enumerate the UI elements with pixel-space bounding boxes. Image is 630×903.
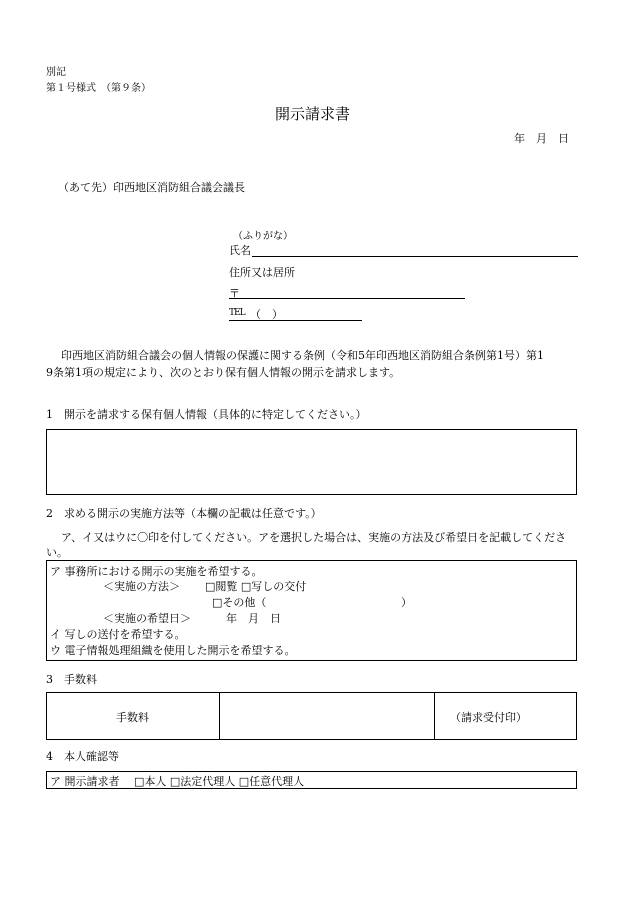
identity-box bbox=[46, 771, 577, 789]
form-number: 第１号様式 （第９条） bbox=[46, 83, 151, 94]
addressee: （あて先）印西地区消防組合議会議長 bbox=[58, 181, 245, 194]
method-label: ＜実施の方法＞ bbox=[103, 580, 180, 593]
section-2-note-2: い。 bbox=[46, 546, 68, 559]
method-other[interactable]: □その他（ bbox=[212, 596, 267, 609]
intro-line-2: 9条第1項の規定により、次のとおり保有個人情報の開示を請求します。 bbox=[46, 366, 401, 379]
tel-label: TEL bbox=[229, 308, 245, 318]
intro-line-1: 印西地区消防組合議会の個人情報の保護に関する条例（令和5年印西地区消防組合条例第1号）第1 bbox=[61, 349, 544, 362]
tel-field[interactable] bbox=[229, 320, 362, 321]
section-2-note-1: ア、イ又はウに〇印を付してください。アを選択した場合は、実施の方法及び希望日を記載してくださ bbox=[61, 531, 567, 544]
method-other-close: ） bbox=[401, 596, 412, 609]
annex-label: 別記 bbox=[46, 67, 66, 78]
option-i[interactable]: イ 写しの送付を希望する。 bbox=[50, 628, 186, 641]
option-a[interactable]: ア 事務所における開示の実施を希望する。 bbox=[50, 565, 263, 578]
date-line: 年 月 日 bbox=[514, 132, 569, 145]
address-label: 住所又は居所 bbox=[229, 266, 295, 279]
fee-amount-cell[interactable] bbox=[220, 693, 433, 739]
method-options[interactable]: □閲覧 □写しの交付 bbox=[205, 580, 307, 593]
identity-row-label: ア 開示請求者 bbox=[50, 775, 120, 788]
fee-label: 手数料 bbox=[116, 711, 149, 724]
section-2-heading: 2 求める開示の実施方法等（本欄の記載は任意です。） bbox=[46, 507, 322, 520]
name-label: 氏名 bbox=[229, 244, 251, 257]
requested-info-box[interactable] bbox=[46, 429, 577, 495]
option-u[interactable]: ウ 電子情報処理組織を使用した開示を希望する。 bbox=[50, 644, 296, 657]
desired-date[interactable]: 年 月 日 bbox=[226, 612, 281, 625]
section-1-heading: 1 開示を請求する保有個人情報（具体的に特定してください。） bbox=[46, 408, 367, 421]
postal-mark: 〒 bbox=[229, 287, 240, 300]
page-title: 開示請求書 bbox=[275, 105, 351, 123]
fee-divider-2 bbox=[434, 692, 435, 740]
name-field[interactable] bbox=[252, 256, 578, 257]
section-4-heading: 4 本人確認等 bbox=[46, 750, 119, 763]
receipt-stamp-label: （請求受付印） bbox=[450, 711, 527, 724]
tel-parens: （ ） bbox=[250, 308, 283, 321]
date-label: ＜実施の希望日＞ bbox=[103, 612, 191, 625]
furigana-label: （ふりがな） bbox=[233, 231, 293, 242]
identity-options[interactable]: □本人 □法定代理人 □任意代理人 bbox=[134, 775, 305, 788]
section-3-heading: 3 手数料 bbox=[46, 673, 97, 686]
address-field[interactable] bbox=[229, 298, 465, 299]
